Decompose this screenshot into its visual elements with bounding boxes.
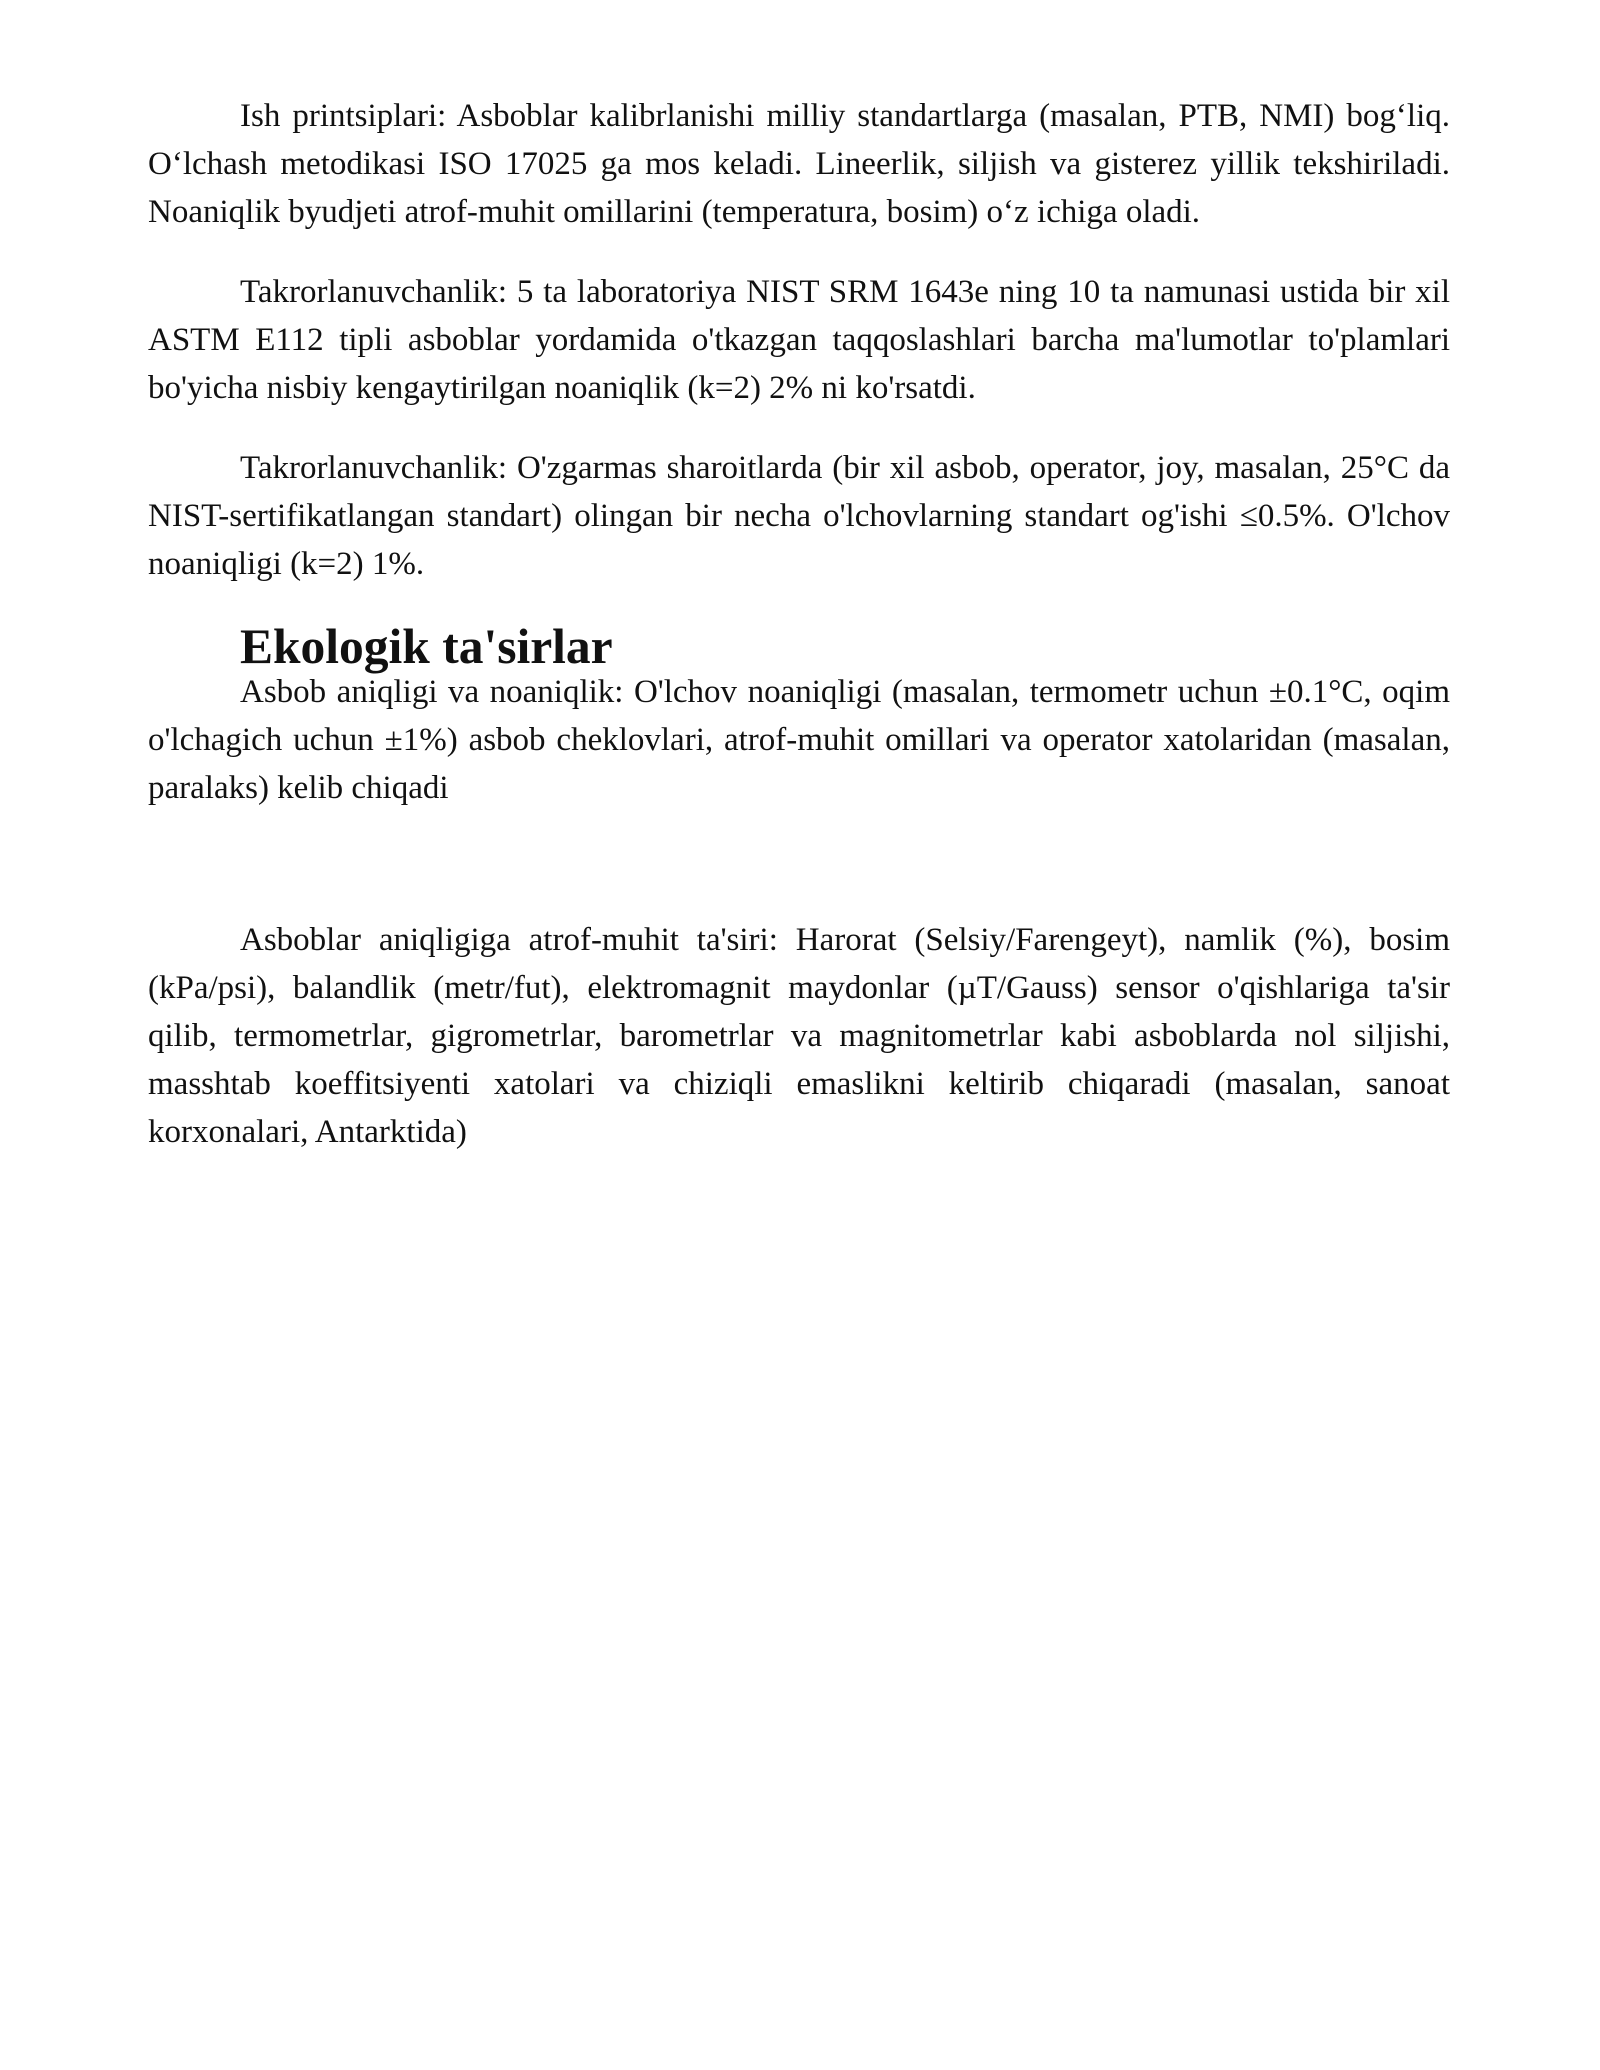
document-body bbox=[148, 92, 1450, 1156]
paragraph-environmental-impact: Asboblar aniqligiga atrof-muhit ta'siri: Harorat (Selsiy/Farengeyt), namlik (%), bosim (kPa/psi), balandlik (metr/fut), elektromagnit maydonlar (µT/Gauss) sensor o'qishlariga ta'sir qilib, termometrlar, gigrometrlar, barometrlar va magnitometrlar kabi asboblarda nol siljishi, masshtab koeffitsiyenti xatolari va chiziqli emaslikni keltirib chiqaradi (masalan, sanoat korxonalari, Antarktida) bbox=[148, 922, 1450, 1150]
section-heading: Ekologik ta'sirlar bbox=[240, 619, 613, 674]
paragraph-repeatability: Takrorlanuvchanlik: O'zgarmas sharoitlarda (bir xil asbob, operator, joy, masalan, 25°C da NIST-sertifikatlangan standart) olingan bir necha o'lchovlarning standart og'ishi ≤0.5%. O'lchov noaniqligi (k=2) 1%. bbox=[148, 450, 1450, 582]
paragraph-instrument-accuracy: Asbob aniqligi va noaniqlik: O'lchov noaniqligi (masalan, termometr uchun ±0.1°C, oqim o'lchagich uchun ±1%) asbob cheklovlari, atrof-muhit omillari va operator xatolaridan (masalan, paralaks) kelib chiqadi bbox=[148, 674, 1450, 806]
paragraph-working-principles: Ish printsiplari: Asboblar kalibrlanishi milliy standartlarga (masalan, PTB, NMI) bog‘liq. O‘lchash metodikasi ISO 17025 ga mos keladi. Lineerlik, siljish va gisterez yillik tekshiriladi. Noaniqlik byudjeti atrof-muhit omillarini (temperatura, bosim) o‘z ichiga oladi. bbox=[148, 98, 1450, 230]
paragraph-reproducibility: Takrorlanuvchanlik: 5 ta laboratoriya NIST SRM 1643e ning 10 ta namunasi ustida bir xil ASTM E112 tipli asboblar yordamida o'tkazgan taqqoslashlari barcha ma'lumotlar to'plamlari bo'yicha nisbiy kengaytirilgan noaniqlik (k=2) 2% ni ko'rsatdi. bbox=[148, 274, 1450, 406]
